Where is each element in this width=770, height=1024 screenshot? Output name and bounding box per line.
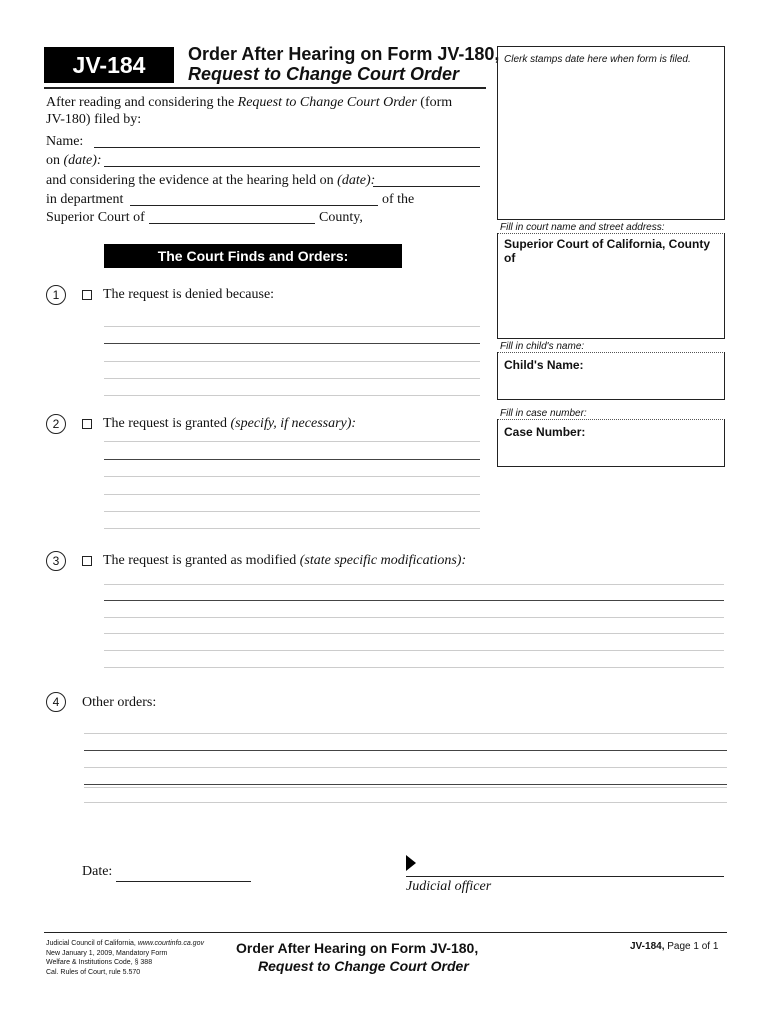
case-number-box[interactable] (497, 419, 725, 467)
intro-line1: After reading and considering the Request to Change Court Order (form (46, 95, 453, 110)
name-field[interactable] (94, 147, 480, 148)
county-field[interactable] (149, 223, 315, 224)
item-4-line[interactable] (84, 750, 727, 751)
case-number-label: Case Number: (504, 425, 586, 439)
judicial-officer-signature-field[interactable] (406, 876, 724, 877)
hearing-date-field[interactable] (373, 186, 480, 187)
item-3-line[interactable] (104, 617, 724, 618)
item-2-line[interactable] (104, 441, 480, 442)
signature-date-field[interactable] (116, 881, 251, 882)
form-id-badge: JV-184 (44, 47, 174, 83)
item-2-line[interactable] (104, 511, 480, 512)
of-the-label: of the (382, 192, 415, 207)
child-name-label: Child's Name: (504, 358, 584, 372)
item-4-line[interactable] (84, 787, 727, 788)
item-1-text: The request is denied because: (103, 287, 275, 302)
item-2-line[interactable] (104, 528, 480, 529)
footer-page-number: JV-184, Page 1 of 1 (630, 941, 719, 952)
item-4-line[interactable] (84, 767, 727, 768)
item-2-line[interactable] (104, 476, 480, 477)
item-3-line[interactable] (104, 600, 724, 601)
item-3-line[interactable] (104, 633, 724, 634)
hearing-date-label: and considering the evidence at the hearing held on (date): (46, 173, 376, 188)
court-label: Superior Court of California, County of (504, 237, 710, 265)
clerk-stamp-box[interactable] (497, 46, 725, 220)
footer-title-line1: Order After Hearing on Form JV-180, (236, 940, 479, 956)
filed-date-field[interactable] (104, 166, 480, 167)
item-2-line[interactable] (104, 494, 480, 495)
footer-divider (44, 932, 727, 933)
item-1-line[interactable] (104, 326, 480, 327)
item-3-number: 3 (46, 551, 66, 571)
item-2-line[interactable] (104, 459, 480, 460)
county-label: County, (319, 210, 363, 225)
item-4-line[interactable] (84, 802, 727, 803)
court-hint: Fill in court name and street address: (500, 222, 665, 233)
footer-publisher: Judicial Council of California, www.courtinfo.ca.gov New January 1, 2009, Mandatory Form Welfare & Institutions Code, § 388 Cal. Rules of Court, rule 5.570 (46, 940, 204, 976)
item-2-checkbox[interactable] (82, 419, 92, 429)
court-address-box[interactable] (497, 233, 725, 339)
item-1-line[interactable] (104, 395, 480, 396)
item-3-line[interactable] (104, 667, 724, 668)
item-3-line[interactable] (104, 584, 724, 585)
item-1-line[interactable] (104, 361, 480, 362)
clerk-stamp-note: Clerk stamps date here when form is filed. (504, 54, 691, 65)
name-label: Name: (46, 134, 84, 149)
item-3-checkbox[interactable] (82, 556, 92, 566)
signature-arrow-icon (406, 855, 416, 871)
item-4-line[interactable] (84, 784, 727, 785)
case-hint: Fill in case number: (500, 408, 587, 419)
superior-court-label: Superior Court of (46, 210, 145, 225)
item-1-number: 1 (46, 285, 66, 305)
judicial-officer-label: Judicial officer (406, 879, 492, 894)
item-4-line[interactable] (84, 733, 727, 734)
date-label: Date: (82, 864, 113, 879)
item-4-text: Other orders: (82, 695, 157, 710)
item-1-checkbox[interactable] (82, 290, 92, 300)
department-label: in department (46, 192, 124, 207)
footer-title-line2: Request to Change Court Order (258, 958, 469, 974)
child-hint: Fill in child's name: (500, 341, 585, 352)
header-divider (44, 87, 486, 89)
department-field[interactable] (130, 205, 378, 206)
form-title-line2: Request to Change Court Order (188, 64, 460, 84)
item-1-line[interactable] (104, 378, 480, 379)
form-title-line1: Order After Hearing on Form JV-180, (188, 44, 500, 64)
section-heading: The Court Finds and Orders: (104, 244, 402, 268)
item-3-text: The request is granted as modified (state specific modifications): (103, 553, 467, 568)
item-3-line[interactable] (104, 650, 724, 651)
item-2-number: 2 (46, 414, 66, 434)
child-name-box[interactable] (497, 352, 725, 400)
filed-date-label: on (date): (46, 153, 102, 168)
item-1-line[interactable] (104, 343, 480, 344)
intro-line2: JV-180) filed by: (46, 112, 142, 127)
item-2-text: The request is granted (specify, if necessary): (103, 416, 357, 431)
item-4-number: 4 (46, 692, 66, 712)
